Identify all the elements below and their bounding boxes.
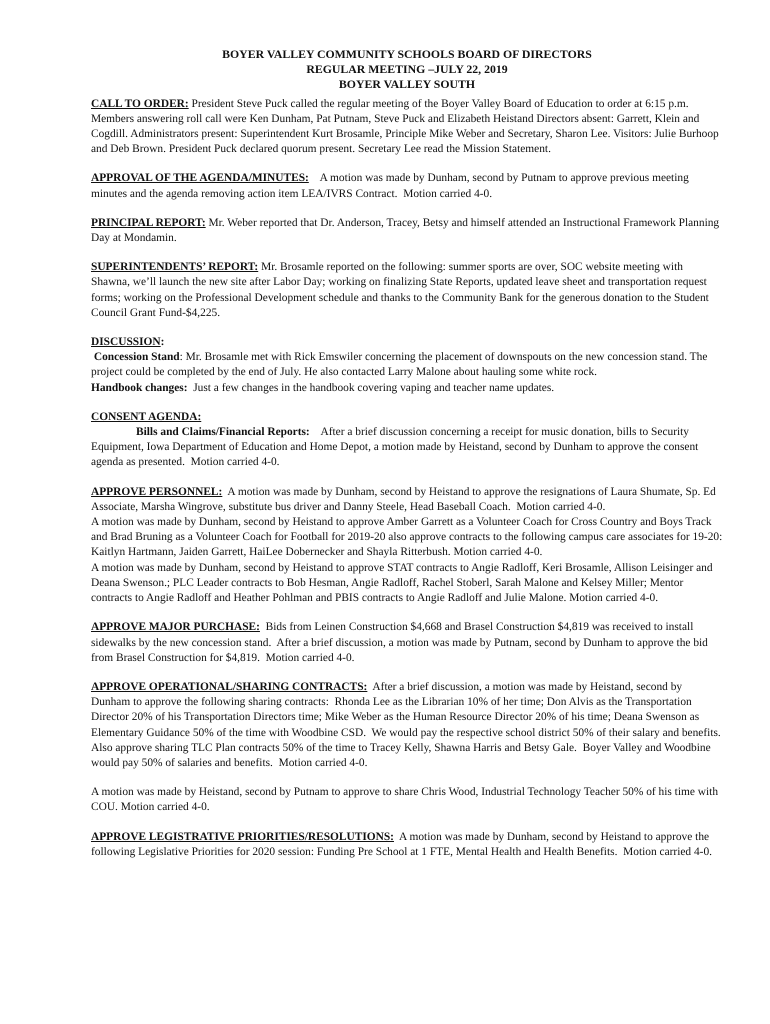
approve-operational-text: After a brief discussion, a motion was made by Heistand, second by Dunham to approve the following sharing contracts: Rhonda Lee as the Librarian 10% of her time; Don Alvis as the Transportation Director 20% of his Transportation Directors time; Mike Weber as the Human Resource Director 20% of his time; Deana Swenson as Elementary Guidance 50% of the time with Woodbine CSD. We would pay the respective school district 50% of their salary and benefits. Also approve sharing TLC Plan contracts 50% of the time to Tracey Kelly, Shawna Harris and Betsy Gale. Boyer Valley and Woodbine would pay 50% of salaries and benefits. Motion carried 4-0. — [91, 680, 723, 769]
approve-personnel-section — [91, 485, 723, 607]
approval-agenda-heading: APPROVAL OF THE AGENDA/MINUTES: — [91, 172, 309, 185]
bills-claims-item — [91, 425, 723, 471]
approve-legislative-section — [91, 830, 723, 860]
approve-legislative-text: A motion was made by Dunham, second by Heistand to approve the following Legislative Priorities for 2020 session: Funding Pre School at 1 FTE, Mental Health and Health Benefits. Motion carried 4-0. — [91, 830, 713, 858]
approve-personnel-text: A motion was made by Dunham, second by Heistand to approve the resignations of Laura Shumate, Sp. Ed Associate, Marsha Wingrove, substitute bus driver and Danny Steele, Head Baseball Coach. Motion carried 4-0. — [91, 485, 719, 513]
approval-agenda-text: A motion was made by Dunham, second by Putnam to approve previous meeting minutes and the agenda removing action item LEA/IVRS Contract. Motion carried 4-0. — [91, 172, 692, 200]
approve-major-purchase-text: Bids from Leinen Construction $4,668 and Brasel Construction $4,819 was received to install sidewalks by the new concession stand. After a brief discussion, a motion was made by Putnam, second by Dunham to approve the bid from Brasel Construction for $4,819. Motion carried 4-0. — [91, 621, 711, 664]
superintendents-report-heading: SUPERINTENDENTS’ REPORT: — [91, 261, 259, 274]
bills-claims-text: After a brief discussion concerning a receipt for music donation, bills to Security Equipment, Iowa Department of Education and Home Depot, a motion made by Heistand, second by Dunham to approve the consent agenda as presented. Motion carried 4-0. — [91, 426, 702, 469]
superintendents-report-section — [91, 260, 723, 321]
personnel-resignations — [91, 485, 723, 515]
handbook-changes-item — [91, 381, 723, 396]
discussion-colon: : — [160, 336, 165, 349]
consent-agenda-heading: CONSENT AGENDA: — [91, 410, 202, 423]
header-location: BOYER VALLEY SOUTH — [338, 77, 476, 92]
minutes-document — [91, 47, 723, 860]
approve-operational-section — [91, 680, 723, 771]
approval-agenda-section — [91, 171, 723, 201]
principal-report-section — [91, 216, 723, 246]
handbook-changes-label: Handbook changes: — [91, 381, 188, 394]
principal-report-heading: PRINCIPAL REPORT: — [91, 216, 206, 229]
call-to-order-section — [91, 97, 723, 158]
approve-major-purchase-heading: APPROVE MAJOR PURCHASE: — [91, 621, 260, 634]
discussion-heading: DISCUSSION — [91, 336, 161, 349]
principal-report-text: Mr. Weber reported that Dr. Anderson, Tracey, Betsy and himself attended an Instructional Framework Planning Day at Mondamin. — [91, 216, 720, 245]
approve-personnel-heading: APPROVE PERSONNEL: — [91, 485, 223, 498]
header-meeting: REGULAR MEETING –JULY 22, 2019 — [306, 62, 508, 77]
approve-operational-cou-section — [91, 785, 723, 815]
concession-stand-label: Concession Stand — [91, 351, 180, 364]
concession-stand-item — [91, 350, 723, 380]
header-title: BOYER VALLEY COMMUNITY SCHOOLS BOARD OF DIRECTORS — [222, 47, 592, 61]
consent-agenda-section — [91, 410, 723, 471]
bills-claims-label: Bills and Claims/Financial Reports: — [136, 426, 310, 439]
consent-agenda-heading-line — [91, 410, 723, 425]
approve-legislative-heading: APPROVE LEGISTRATIVE PRIORITIES/RESOLUTIONS: — [91, 830, 394, 843]
approve-operational-heading: APPROVE OPERATIONAL/SHARING CONTRACTS: — [91, 680, 368, 693]
document-header — [91, 47, 723, 93]
discussion-section — [91, 335, 723, 396]
discussion-heading-line — [91, 335, 723, 350]
approve-major-purchase-section — [91, 620, 723, 666]
personnel-contracts: A motion was made by Dunham, second by Heistand to approve STAT contracts to Angie Radloff, Keri Brosamle, Allison Leisinger and Deana Swenson.; PLC Leader contracts to Bob Hesman, Angie Radloff, Rachel Stoberl, Sarah Malone and Kelsey Miller; Mentor contracts to Angie Radloff and Heather Pohlman and PBIS contracts to Angie Radloff and Julie Malone. Motion carried 4-0. — [91, 561, 713, 605]
call-to-order-text: President Steve Puck called the regular meeting of the Boyer Valley Board of Education to order at 6:15 p.m. Members answering roll call were Ken Dunham, Pat Putnam, Steve Puck and Elizabeth Heistand Directors absent: Garrett, Klein and Cogdill. Administrators present: Superintendent Kurt Brosamle, Principle Mike Weber and Secretary, Sharon Lee. Visitors: Julie Burhoop and Deb Brown. President Puck declared quorum present. Secretary Lee read the Mission Statement. — [91, 97, 719, 156]
superintendents-report-text: Mr. Brosamle reported on the following: summer sports are over, SOC website meeting with Shawna, we’ll launch the new site after Labor Day; working on finalizing State Reports, updated leave sheet and transportation request forms; working on the Professional Development schedule and thanks to the Community Bank for the generous donation to the Student Council Grant Fund-$4,225. — [91, 261, 709, 319]
approve-operational-cou-text: A motion was made by Heistand, second by Putnam to approve to share Chris Wood, Industrial Technology Teacher 50% of his time with COU. Motion carried 4-0. — [91, 786, 719, 814]
call-to-order-heading: CALL TO ORDER: — [91, 97, 189, 110]
handbook-changes-text: Just a few changes in the handbook covering vaping and teacher name updates. — [187, 381, 555, 394]
personnel-volunteer-coaches: A motion was made by Dunham, second by Heistand to approve Amber Garrett as a Volunteer Coach for Cross Country and Boys Track and Brad Bruning as a Volunteer Coach for Football for 2019-20 also approve contracts to the following campus care associates for 19-20: Kaitlyn Hartmann, Jaiden Garrett, HaiLee Dobernecker and Shayla Ritterbush. Motion carried 4-0. — [91, 516, 723, 559]
concession-stand-text: : Mr. Brosamle met with Rick Emswiler concerning the placement of downspouts on the new concession stand. The project could be completed by the end of July. He also contacted Larry Malone about hauling some white rock. — [91, 351, 708, 379]
